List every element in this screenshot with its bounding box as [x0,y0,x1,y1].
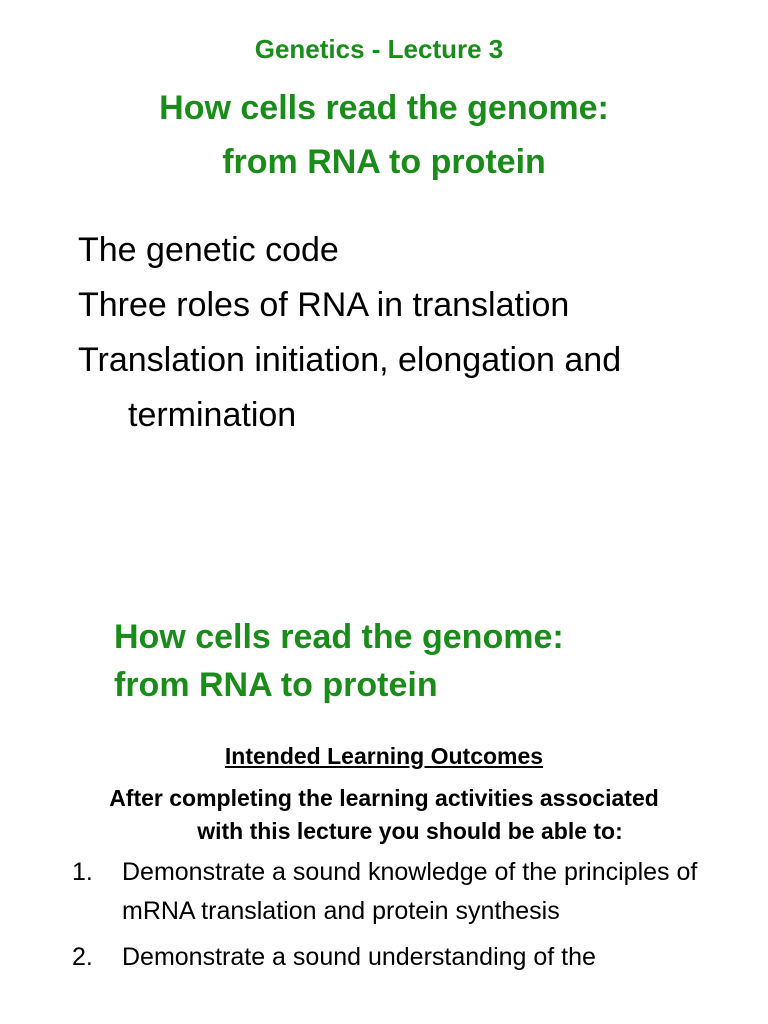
ilo-intro-line-2: with this lecture you should be able to: [197,818,623,844]
topic-item: Translation initiation, elongation and [78,341,622,379]
slide-title-line-2: from RNA to protein [222,143,546,181]
outcome-text: Demonstrate a sound knowledge of the principles of mRNA translation and protein synthesis [122,858,698,925]
lecture-label: Genetics - Lecture 3 [254,34,504,64]
topic-list [78,223,758,443]
outcome-number: 1. [72,858,93,886]
topic-item: The genetic code [78,231,339,269]
slide-title-line-2: from RNA to protein [114,666,438,704]
ilo-intro-line-1: After completing the learning activities associated [109,785,659,811]
slide-title [114,613,764,709]
topic-item-continuation: termination [128,396,297,434]
outcome-text: Demonstrate a sound understanding of the [122,943,596,971]
outcome-number: 2. [72,943,93,971]
slide-title [0,81,768,189]
slide-title-line-1: How cells read the genome: [159,89,609,127]
ilo-intro [0,782,768,848]
outcome-item [72,853,752,931]
slide-title-line-1: How cells read the genome: [114,618,564,656]
ilo-heading: Intended Learning Outcomes [224,743,544,769]
outcome-list [72,853,752,984]
outcome-item [72,938,752,977]
topic-item: Three roles of RNA in translation [78,286,570,324]
slide-learning-outcomes [0,520,768,1024]
